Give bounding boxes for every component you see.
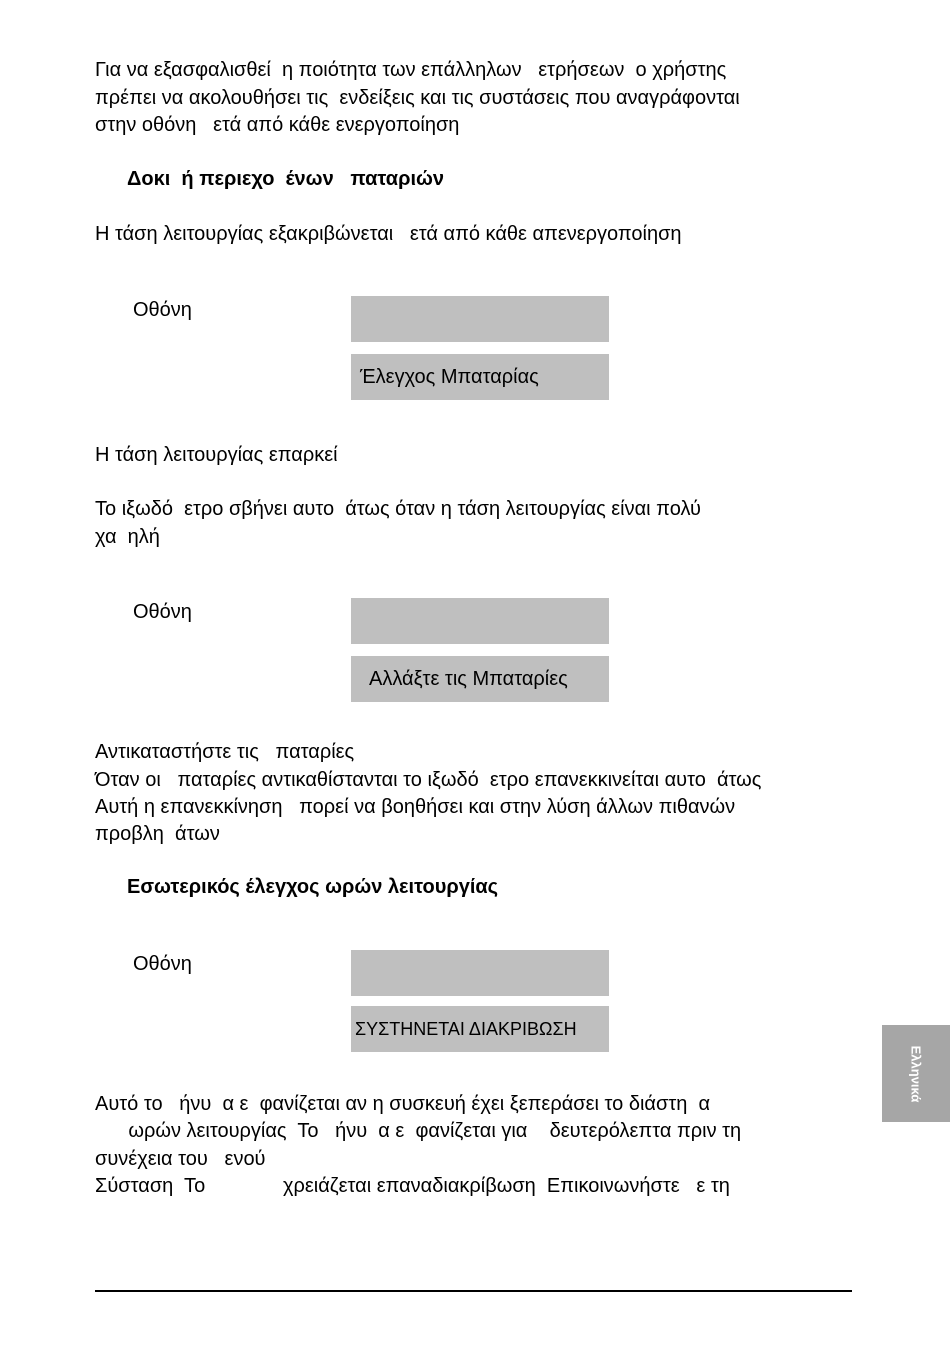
low-voltage-line-1: Το ιξωδό ετρο σβήνει αυτο άτως όταν η τάση λειτουργίας είναι πολύ <box>95 498 701 520</box>
lcd-display-blank <box>351 296 609 342</box>
lcd-display-blank <box>351 950 609 996</box>
replace-line-3: Αυτή η επανεκκίνηση πορεί να βοηθήσει και στην λύση άλλων πιθανών <box>95 796 736 818</box>
lcd-display-blank <box>351 598 609 644</box>
display-label: Οθόνη <box>133 601 192 623</box>
calibration-line-3: συνέχεια του ενού <box>95 1148 266 1170</box>
intro-line-2: πρέπει να ακολουθήσει τις ενδείξεις και τις συστάσεις που αναγράφονται <box>95 87 740 109</box>
calibration-line-4: Σύσταση Το χρειάζεται επαναδιακρίβωση Επικοινωνήστε ε τη <box>95 1175 730 1197</box>
lcd-text: Αλλάξτε τις Μπαταρίες <box>369 667 568 690</box>
language-side-tab <box>882 1025 950 1122</box>
voltage-ok-text: Η τάση λειτουργίας επαρκεί <box>95 444 338 466</box>
lcd-display-calibration <box>351 1006 609 1052</box>
intro-line-3: στην οθόνη ετά από κάθε ενεργοποίηση <box>95 114 460 136</box>
replace-line-4: προβλη άτων <box>95 823 220 845</box>
lcd-text: ΣΥΣΤΗΝΕΤΑΙ ΔΙΑΚΡΙΒΩΣΗ <box>355 1018 577 1039</box>
display-label: Οθόνη <box>133 299 192 321</box>
lcd-display-battery-check <box>351 354 609 400</box>
section-heading-operating-hours: Εσωτερικός έλεγχος ωρών λειτουργίας <box>127 876 499 898</box>
calibration-line-1: Αυτό το ήνυ α ε φανίζεται αν η συσκευή έχει ξεπεράσει το διάστη α <box>95 1093 711 1115</box>
replace-line-2: Όταν οι παταρίες αντικαθίστανται το ιξωδό ετρο επανεκκινείται αυτο άτως <box>95 769 762 791</box>
lcd-text: Έλεγχος Μπαταρίας <box>360 365 539 388</box>
low-voltage-line-2: χα ηλή <box>95 526 160 548</box>
lcd-display-change-batteries <box>351 656 609 702</box>
footer-divider <box>95 1290 852 1292</box>
display-label: Οθόνη <box>133 953 192 975</box>
battery-voltage-text: Η τάση λειτουργίας εξακριβώνεται ετά από κάθε απενεργοποίηση <box>95 223 682 245</box>
language-tab-label: Ελληνικά <box>908 1045 924 1102</box>
section-heading-battery-test: Δοκι ή περιεχο ένων παταριών <box>127 168 445 190</box>
intro-line-1: Για να εξασφαλισθεί η ποιότητα των επάλληλων ετρήσεων ο χρήστης <box>95 59 727 81</box>
replace-line-1: Αντικαταστήστε τις παταρίες <box>95 741 355 763</box>
calibration-line-2: ωρών λειτουργίας Το ήνυ α ε φανίζεται για δευτερόλεπτα πριν τη <box>95 1120 742 1142</box>
